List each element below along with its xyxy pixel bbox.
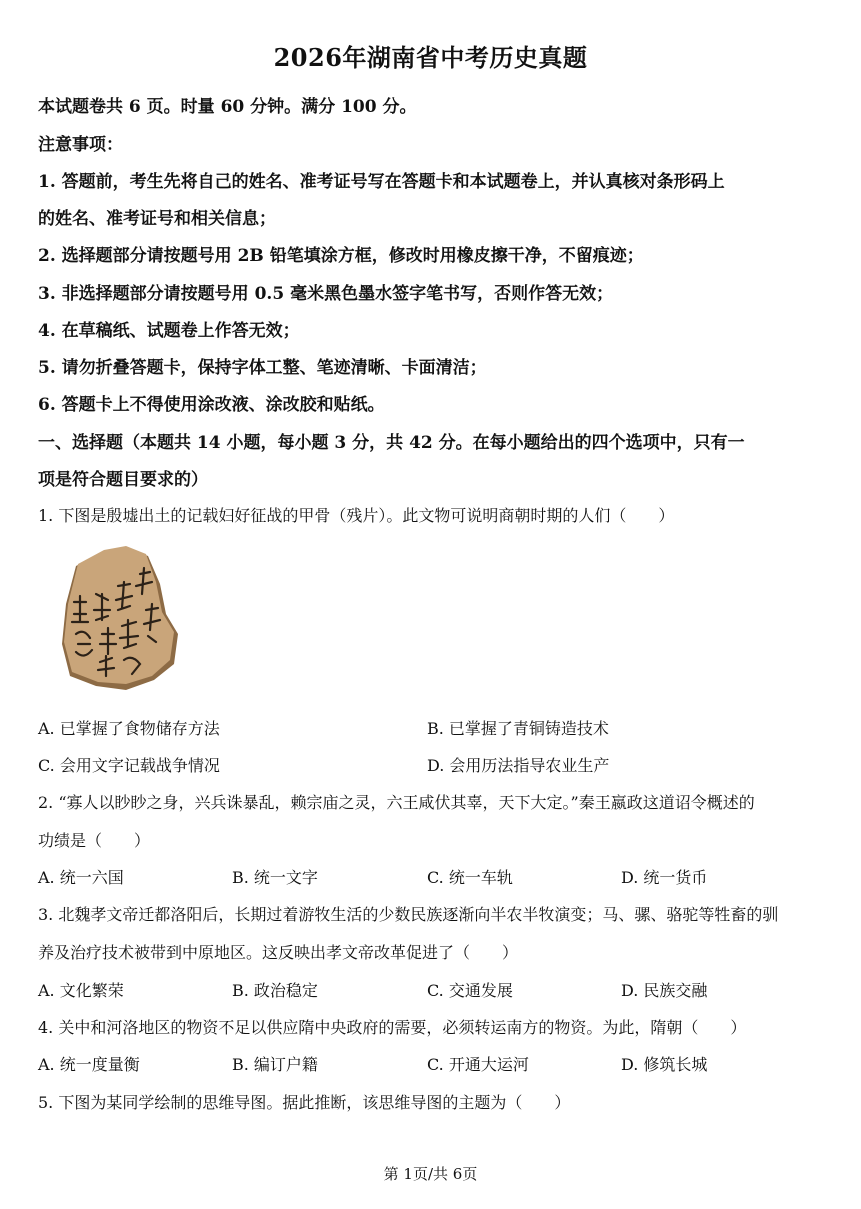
question-stem: 5. 下图为某同学绘制的思维导图。据此推断，该思维导图的主题为（ ） <box>38 1093 571 1112</box>
option-a: A. 统一六国 <box>38 868 124 887</box>
notice-item: 1. 答题前，考生先将自己的姓名、准考证号写在答题卡和本试题卷上，并认真核对条形码上 <box>38 172 725 192</box>
notice-item: 5. 请勿折叠答题卡，保持字体工整、笔迹清晰、卡面清洁； <box>38 358 487 378</box>
oracle-bone-image <box>56 544 186 694</box>
oracle-bone-icon <box>56 544 186 694</box>
option-d: D. 统一货币 <box>621 868 708 887</box>
option-b: B. 政治稳定 <box>232 981 318 1000</box>
option-d: D. 民族交融 <box>621 981 708 1000</box>
section-heading: 一、选择题（本题共 14 小题，每小题 3 分，共 42 分。在每小题给出的四个选项中，只有一 <box>38 433 745 453</box>
page-footer: 第 1页/共 6页 <box>383 1165 478 1183</box>
option-b: B. 编订户籍 <box>232 1055 318 1074</box>
question-stem: 1. 下图是殷墟出土的记载妇好征战的甲骨（残片）。此文物可说明商朝时期的人们（ ） <box>38 506 675 525</box>
option-b: B. 统一文字 <box>232 868 318 887</box>
section-heading: 项是符合题目要求的） <box>38 470 208 490</box>
notice-item: 的姓名、准考证号和相关信息； <box>38 209 276 229</box>
question-stem: 2. “寡人以眇眇之身，兴兵诛暴乱，赖宗庙之灵，六王咸伏其辜，天下大定。”秦王嬴政这道诏令概述的 <box>38 793 755 812</box>
notice-item: 4. 在草稿纸、试题卷上作答无效； <box>38 321 300 341</box>
notice-item: 6. 答题卡上不得使用涂改液、涂改胶和贴纸。 <box>38 395 385 415</box>
notice-heading: 注意事项： <box>38 135 123 155</box>
option-d: D. 会用历法指导农业生产 <box>427 756 610 775</box>
notice-item: 2. 选择题部分请按题号用 2B 铅笔填涂方框，修改时用橡皮擦干净，不留痕迹； <box>38 246 644 266</box>
question-stem: 3. 北魏孝文帝迁都洛阳后，长期过着游牧生活的少数民族逐渐向半农半牧演变；马、骡、骆驼等牲畜的驯 <box>38 905 779 924</box>
option-a: A. 文化繁荣 <box>38 981 124 1000</box>
option-d: D. 修筑长城 <box>621 1055 708 1074</box>
option-c: C. 统一车轨 <box>427 868 513 887</box>
option-b: B. 已掌握了青铜铸造技术 <box>427 719 609 738</box>
option-c: C. 开通大运河 <box>427 1055 529 1074</box>
question-stem: 功绩是（ ） <box>38 831 151 850</box>
question-stem: 4. 关中和河洛地区的物资不足以供应隋中央政府的需要，必须转运南方的物资。为此，隋朝（ ） <box>38 1018 747 1037</box>
option-c: C. 会用文字记载战争情况 <box>38 756 220 775</box>
page-title: 2026年湖南省中考历史真题 <box>273 43 588 72</box>
notice-item: 3. 非选择题部分请按题号用 0.5 毫米黑色墨水签字笔书写，否则作答无效； <box>38 284 614 304</box>
option-a: A. 已掌握了食物储存方法 <box>38 719 220 738</box>
exam-intro: 本试题卷共 6 页。时量 60 分钟。满分 100 分。 <box>38 97 417 117</box>
option-c: C. 交通发展 <box>427 981 513 1000</box>
question-stem: 养及治疗技术被带到中原地区。这反映出孝文帝改革促进了（ ） <box>38 943 519 962</box>
option-a: A. 统一度量衡 <box>38 1055 140 1074</box>
